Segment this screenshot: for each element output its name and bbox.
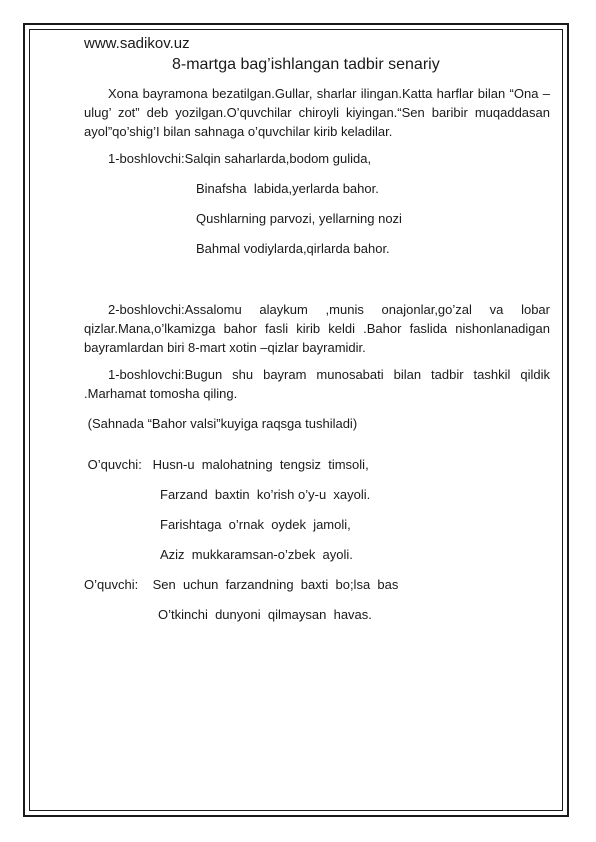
host2-paragraph: 2-boshlovchi:Assalomu alaykum ,munis onajonlar,go’zal va lobar qizlar.Mana,o’lkamizga bahor fasli kirib keldi .Bahor faslida nishonlanadigan bayramlardan biri 8-mart xotin –qizlar bayramidir. [84, 302, 550, 355]
student2-verse-line-2: O’tkinchi dunyoni qilmaysan havas. [158, 607, 372, 622]
student1-verse-line-1: O’quvchi: Husn-u malohatning tengsiz timsoli, [84, 457, 369, 472]
host1-verse-line-1: 1-boshlovchi:Salqin saharlarda,bodom gulida, [108, 151, 372, 166]
student1-verse-line-4: Aziz mukkaramsan-o’zbek ayoli. [160, 547, 353, 562]
intro-paragraph: Xona bayramona bezatilgan.Gullar, sharlar ilingan.Katta harflar bilan “Ona –ulug’ zot” deb yozilgan.O’quvchilar chiroyli kiyingan.“Sen baribir muqaddasan ayol”qo’shig’I bilan sahnaga o’quvchilar kirib keladilar. [84, 86, 550, 139]
student1-verse-line-3: Farishtaga o’rnak oydek jamoli, [160, 517, 351, 532]
site-url: www.sadikov.uz [84, 35, 190, 52]
stage-direction: (Sahnada “Bahor valsi”kuyiga raqsga tushiladi) [84, 416, 358, 431]
host1-verse-line-3: Qushlarning parvozi, yellarning nozi [196, 211, 402, 226]
document-title: 8-martga bag’ishlangan tadbir senariy [172, 56, 440, 73]
host1-verse-line-2: Binafsha labida,yerlarda bahor. [196, 181, 379, 196]
student2-verse-line-1: O’quvchi: Sen uchun farzandning baxti bo;lsa bas [84, 577, 399, 592]
host1-verse-line-4: Bahmal vodiylarda,qirlarda bahor. [196, 241, 390, 256]
student1-verse-line-2: Farzand baxtin ko’rish o’y-u xayoli. [160, 487, 371, 502]
document-body [84, 34, 550, 624]
host1-paragraph: 1-boshlovchi:Bugun shu bayram munosabati bilan tadbir tashkil qildik .Marhamat tomosha qiling. [84, 367, 550, 401]
